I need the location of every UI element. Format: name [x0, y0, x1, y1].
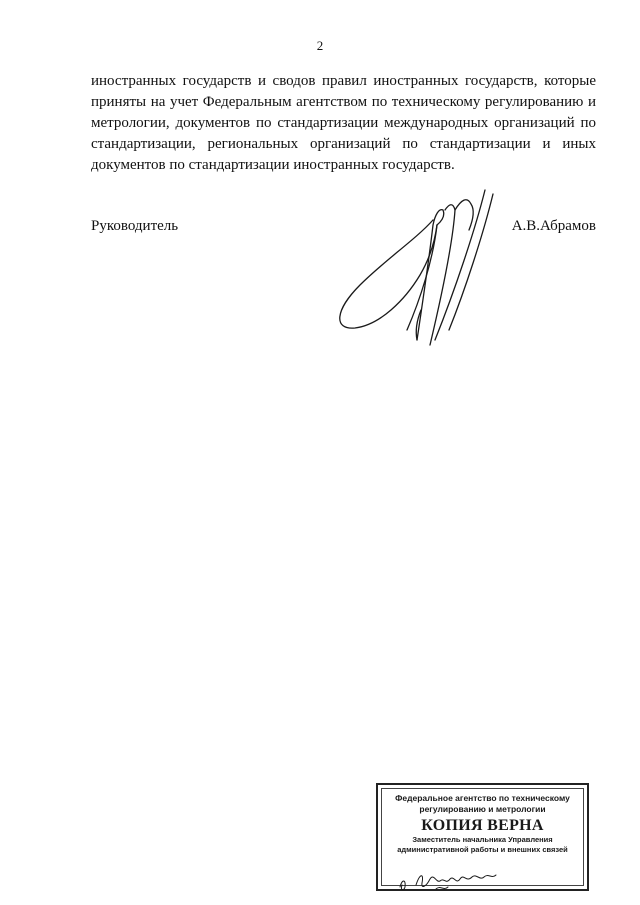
stamp-handwritten-signature	[396, 867, 516, 893]
signatory-role: Руководитель	[91, 218, 179, 234]
stamp-position	[382, 835, 583, 855]
body-line: стандартизации, региональных организаций по стандартизации и иных	[91, 136, 596, 152]
stamp-title: КОПИЯ ВЕРНА	[421, 817, 544, 834]
signatory-name: А.В.Абрамов	[511, 218, 596, 234]
stamp-position-line: административной работы и внешних связей	[397, 845, 568, 854]
body-line: метрологии, документов по стандартизации международных организаций по	[91, 115, 596, 131]
body-paragraph	[91, 71, 596, 176]
certified-copy-stamp	[376, 783, 589, 891]
stamp-org-line: регулированию и метрологии	[419, 804, 546, 814]
body-line: иностранных государств и сводов правил иностранных государств, которые	[91, 73, 596, 89]
stamp-organization	[382, 793, 583, 815]
page-number: 2	[316, 38, 324, 53]
body-line: приняты на учет Федеральным агентством по техническому регулированию и	[91, 94, 596, 110]
stamp-org-line: Федеральное агентство по техническому	[395, 793, 570, 803]
body-line: документов по стандартизации иностранных государств.	[91, 157, 455, 173]
stamp-position-line: Заместитель начальника Управления	[412, 835, 553, 844]
stamp-inner-border	[381, 788, 584, 886]
handwritten-signature	[325, 180, 515, 355]
